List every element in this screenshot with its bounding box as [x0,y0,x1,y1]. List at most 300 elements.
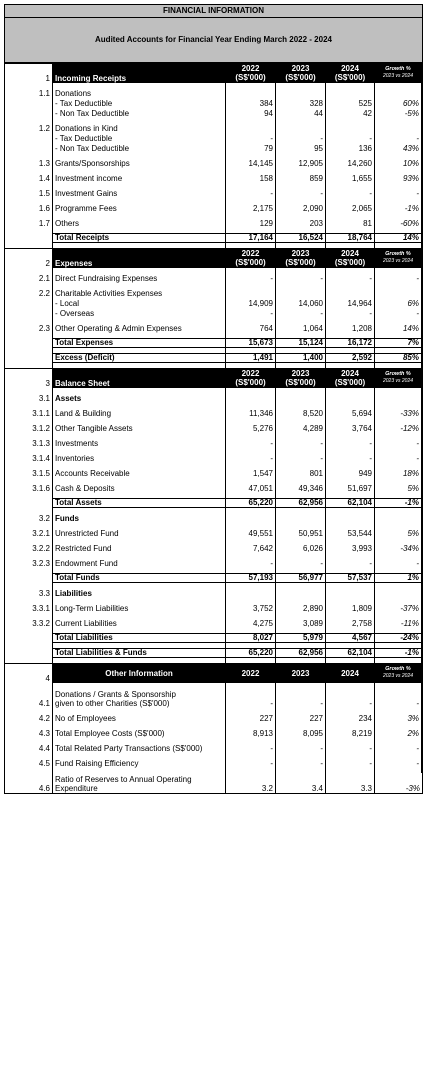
section-number: 3 [5,368,53,388]
growth-cell: 14% [375,233,422,243]
row-label-text: Investments [55,439,99,448]
value-cell: 525 [326,98,375,108]
value-cell: 384 [226,98,276,108]
year-label: 2022 [241,249,260,258]
value-cell: 3.2 [226,773,276,793]
growth-cell: -24% [375,633,422,643]
section-number: 2 [5,248,53,268]
value-cell: - [276,558,326,568]
value-cell [326,88,375,98]
row-number: 4.1 [5,688,53,708]
section-title: Expenses [53,248,226,268]
value-cell [276,288,326,298]
year-header [276,248,326,268]
row-label-text: Land & Building [55,409,112,418]
value-cell: 4,275 [226,618,276,628]
year-header [226,248,276,268]
row-label [53,173,226,183]
row-label [53,308,226,318]
row-label-text: Unrestricted Fund [55,529,119,538]
value-cell: 94 [226,108,276,118]
year-header [326,248,375,268]
row-label [53,648,226,658]
section-number: 4 [5,663,53,683]
value-cell: 62,104 [326,648,375,658]
row-number [5,338,53,348]
value-cell: - [226,743,276,753]
row-number [5,233,53,243]
growth-cell: -34% [375,543,422,553]
row-label [53,453,226,463]
value-cell: 95 [276,143,326,153]
growth-cell: 5% [375,528,422,538]
row-label [53,543,226,553]
value-cell: 1,655 [326,173,375,183]
row-label [53,288,226,298]
value-cell: 5,276 [226,423,276,433]
year-label: 2022 [241,668,260,678]
growth-cell: 18% [375,468,422,478]
value-cell [276,123,326,133]
value-cell: 7,642 [226,543,276,553]
row-label [53,423,226,433]
value-cell: 764 [226,323,276,333]
growth-cell [375,513,422,523]
row-label [53,713,226,723]
growth-header [375,63,422,83]
row-number: 3.1.2 [5,423,53,433]
growth-cell [375,288,422,298]
row-label-text: - Tax Deductible [55,99,113,108]
row-label [53,273,226,283]
value-cell: 17,164 [226,233,276,243]
growth-cell [375,393,422,403]
value-cell: 44 [276,108,326,118]
row-label-text: Grants/Sponsorships [55,159,130,168]
row-number: 1.4 [5,173,53,183]
value-cell: 5,979 [276,633,326,643]
value-cell: - [326,188,375,198]
value-cell: - [226,273,276,283]
row-number: 4.5 [5,758,53,768]
value-cell: - [276,308,326,318]
row-number [5,648,53,658]
row-label-text: Cash & Deposits [55,484,115,493]
year-header [326,368,375,388]
value-cell: 129 [226,218,276,228]
value-cell: 3.4 [276,773,326,793]
row-label-text: No of Employees [55,714,116,723]
row-number: 1.5 [5,188,53,198]
row-label [53,743,226,753]
row-label [53,203,226,213]
row-label [53,603,226,613]
value-cell: 15,124 [276,338,326,348]
value-cell: 14,145 [226,158,276,168]
value-cell: - [226,438,276,448]
row-label-text: Investment Gains [55,189,118,198]
value-cell: - [276,188,326,198]
row-label [53,233,226,243]
row-label-text: Others [55,219,80,228]
financial-table [5,63,422,793]
row-number [5,143,53,153]
value-cell: 16,172 [326,338,375,348]
row-label-text: Current Liabilities [55,619,117,628]
row-label [53,528,226,538]
row-label [53,498,226,508]
value-cell: 3,993 [326,543,375,553]
growth-header [375,663,422,683]
growth-cell [375,588,422,598]
growth-cell: 85% [375,353,422,363]
value-cell: - [276,688,326,708]
row-label-text: - Non Tax Deductible [55,144,130,153]
value-cell [326,513,375,523]
row-label-text-2: given to other Charities (S$'000) [55,699,170,708]
growth-cell: -11% [375,618,422,628]
value-cell: 15,673 [226,338,276,348]
growth-cell: -1% [375,203,422,213]
value-cell: 14,060 [276,298,326,308]
value-cell: 8,219 [326,728,375,738]
value-cell: 8,520 [276,408,326,418]
value-cell: 65,220 [226,498,276,508]
value-cell: - [276,758,326,768]
growth-cell: -3% [405,784,420,793]
value-cell: - [326,308,375,318]
row-label [53,393,226,403]
row-label-text: - Local [55,299,80,308]
row-number [5,633,53,643]
growth-sub: 2023 vs 2024 [382,378,414,384]
value-cell: 57,193 [226,573,276,583]
year-header [226,663,276,683]
row-label-text: Total Assets [55,498,102,507]
value-cell [326,123,375,133]
value-cell: 42 [326,108,375,118]
growth-cell: - [375,758,422,768]
value-cell: 14,964 [326,298,375,308]
value-cell: - [226,558,276,568]
growth-cell: - [375,453,422,463]
value-cell [326,588,375,598]
row-label [53,338,226,348]
year-header [276,663,326,683]
row-label-text: Funds [55,514,79,523]
value-cell: 3,752 [226,603,276,613]
value-cell: - [226,453,276,463]
growth-cell: 3% [375,713,422,723]
value-cell: 56,977 [276,573,326,583]
value-cell: - [276,273,326,283]
value-cell: - [326,438,375,448]
row-number [5,353,53,363]
row-label-text: - Non Tax Deductible [55,109,130,118]
row-label-text: - Overseas [55,309,95,318]
row-number: 3.3.2 [5,618,53,628]
year-label: 2024 [341,64,359,73]
value-cell: 227 [226,713,276,723]
row-number: 3.2.2 [5,543,53,553]
row-number: 3.1.4 [5,453,53,463]
value-cell: - [276,453,326,463]
sheet-title: FINANCIAL INFORMATION [5,5,422,18]
row-number: 3.1.3 [5,438,53,448]
growth-cell: - [375,273,422,283]
row-label-text: Total Receipts [55,233,110,242]
year-header [276,63,326,83]
row-label [53,123,226,133]
row-label [53,513,226,523]
value-cell [226,88,276,98]
value-cell: 4,567 [326,633,375,643]
row-number: 4.4 [5,743,53,753]
value-cell: 16,524 [276,233,326,243]
value-cell: 203 [276,218,326,228]
row-number: 4.2 [5,713,53,723]
row-label-text: Charitable Activities Expenses [55,289,163,298]
growth-cell: 7% [375,338,422,348]
row-label [53,188,226,198]
row-label-text: Long-Term Liabilities [55,604,129,613]
unit-label: (S$'000) [235,258,266,267]
row-label-text: Liabilities [55,589,92,598]
growth-cell: 6% [375,298,422,308]
growth-cell: 1% [375,573,422,583]
growth-cell: -60% [375,218,422,228]
growth-sub: 2023 vs 2024 [382,258,414,264]
value-cell: - [326,558,375,568]
row-number: 3.3.1 [5,603,53,613]
row-label-text: Total Liabilities & Funds [55,648,147,657]
growth-cell: -1% [375,498,422,508]
section-number: 1 [5,63,53,83]
value-cell [326,288,375,298]
section-title: Incoming Receipts [53,63,226,83]
value-cell: 49,551 [226,528,276,538]
year-label: 2023 [291,249,310,258]
value-cell: 3,089 [276,618,326,628]
growth-cell: 43% [375,143,422,153]
year-label: 2022 [241,369,260,378]
value-cell: 1,809 [326,603,375,613]
value-cell [276,513,326,523]
value-cell: - [326,758,375,768]
value-cell: 8,027 [226,633,276,643]
value-cell: 859 [276,173,326,183]
row-number: 4.3 [5,728,53,738]
value-cell: 53,544 [326,528,375,538]
row-label-text: Investment income [55,174,123,183]
year-header [326,63,375,83]
value-cell: - [276,743,326,753]
value-cell [226,393,276,403]
value-cell: - [226,133,276,143]
growth-cell: - [375,743,422,753]
row-number [5,133,53,143]
row-number: 3.1.6 [5,483,53,493]
growth-sub: 2023 vs 2024 [382,673,414,679]
value-cell: - [326,743,375,753]
row-number: 3.2.3 [5,558,53,568]
section-title: Balance Sheet [53,368,226,388]
row-label-text: Other Tangible Assets [55,424,133,433]
value-cell: 62,104 [326,498,375,508]
value-cell [276,88,326,98]
row-label-text: Other Operating & Admin Expenses [55,324,182,333]
value-cell: 2,890 [276,603,326,613]
growth-cell: 93% [375,173,422,183]
value-cell: 8,095 [276,728,326,738]
value-cell: - [326,273,375,283]
value-cell: 62,956 [276,498,326,508]
value-cell: 18,764 [326,233,375,243]
row-label [53,133,226,143]
row-label-text: Excess (Deficit) [55,353,115,362]
value-cell: 11,346 [226,408,276,418]
row-label [53,588,226,598]
value-cell: 4,289 [276,423,326,433]
row-number: 3.3 [5,588,53,598]
value-cell: 158 [226,173,276,183]
row-label-text-2: Expenditure [55,784,98,793]
unit-label: (S$'000) [334,258,366,267]
year-header [226,368,276,388]
row-number [5,108,53,118]
growth-cell [375,88,422,98]
row-number [5,573,53,583]
growth-cell: 14% [375,323,422,333]
growth-cell: 5% [375,483,422,493]
growth-cell: -12% [375,423,422,433]
value-cell: - [226,308,276,318]
row-label [53,468,226,478]
value-cell: 234 [326,713,375,723]
value-cell: - [326,133,375,143]
row-label [53,773,226,793]
year-label: 2024 [341,249,359,258]
row-number [5,308,53,318]
growth-header [375,368,422,388]
row-number: 3.2 [5,513,53,523]
value-cell: - [226,688,276,708]
year-label: 2024 [341,369,359,378]
value-cell: - [226,188,276,198]
row-number: 3.2.1 [5,528,53,538]
year-label: 2023 [291,668,310,678]
growth-label: Growth % [385,371,411,377]
growth-cell: 60% [375,98,422,108]
row-label-text: Fund Raising Efficiency [55,759,139,768]
row-label [53,558,226,568]
value-cell: 3,764 [326,423,375,433]
section-title: Other Information [53,663,226,683]
unit-label: (S$'000) [285,378,316,387]
row-label-text: - Tax Deductible [55,134,113,143]
value-cell [276,588,326,598]
value-cell: 51,697 [326,483,375,493]
row-label-text: Endowment Fund [55,559,118,568]
row-number: 2.1 [5,273,53,283]
row-number [5,298,53,308]
year-header [226,63,276,83]
value-cell: 65,220 [226,648,276,658]
year-header [276,368,326,388]
unit-label: (S$'000) [235,378,266,387]
row-label-text: Donations / Grants & Sponsorship [55,690,176,699]
year-label: 2023 [291,64,310,73]
value-cell: 328 [276,98,326,108]
row-number: 2.3 [5,323,53,333]
unit-label: (S$'000) [285,258,316,267]
row-number: 1.1 [5,88,53,98]
row-label [53,98,226,108]
row-number: 1.3 [5,158,53,168]
value-cell: 3.3 [326,773,375,793]
row-label [53,158,226,168]
row-label [53,88,226,98]
value-cell: 1,208 [326,323,375,333]
row-label [53,728,226,738]
value-cell: 1,491 [226,353,276,363]
unit-label: (S$'000) [334,378,366,387]
value-cell: 12,905 [276,158,326,168]
row-number: 3.1 [5,393,53,403]
growth-label: Growth % [385,66,411,72]
growth-cell [375,123,422,133]
growth-cell: - [375,438,422,448]
row-label-text: Total Liabilities [55,633,113,642]
growth-cell: - [375,688,422,708]
value-cell: 1,400 [276,353,326,363]
value-cell: 2,758 [326,618,375,628]
year-label: 2024 [341,668,359,678]
value-cell: - [326,688,375,708]
value-cell: - [276,133,326,143]
value-cell: 14,909 [226,298,276,308]
value-cell: 57,537 [326,573,375,583]
value-cell [226,588,276,598]
row-label-text: Total Related Party Transactions (S$'000) [55,744,203,753]
row-label [53,143,226,153]
value-cell: 949 [326,468,375,478]
value-cell: 6,026 [276,543,326,553]
growth-label: Growth % [385,251,411,257]
value-cell: 47,051 [226,483,276,493]
row-label-text: Ratio of Reserves to Annual Operating [55,775,192,784]
row-label [53,108,226,118]
unit-label: (S$'000) [235,73,266,82]
value-cell [226,513,276,523]
value-cell: 1,547 [226,468,276,478]
row-label-text: Total Employee Costs (S$'000) [55,729,165,738]
row-label [53,483,226,493]
value-cell: - [326,453,375,463]
value-cell: 50,951 [276,528,326,538]
row-label [53,408,226,418]
value-cell: 81 [326,218,375,228]
row-label [53,758,226,768]
value-cell: 2,065 [326,203,375,213]
value-cell: 801 [276,468,326,478]
year-label: 2023 [291,369,310,378]
value-cell: 5,694 [326,408,375,418]
year-header [326,663,375,683]
growth-cell: -33% [375,408,422,418]
financial-sheet [4,4,423,794]
row-label [53,688,226,708]
